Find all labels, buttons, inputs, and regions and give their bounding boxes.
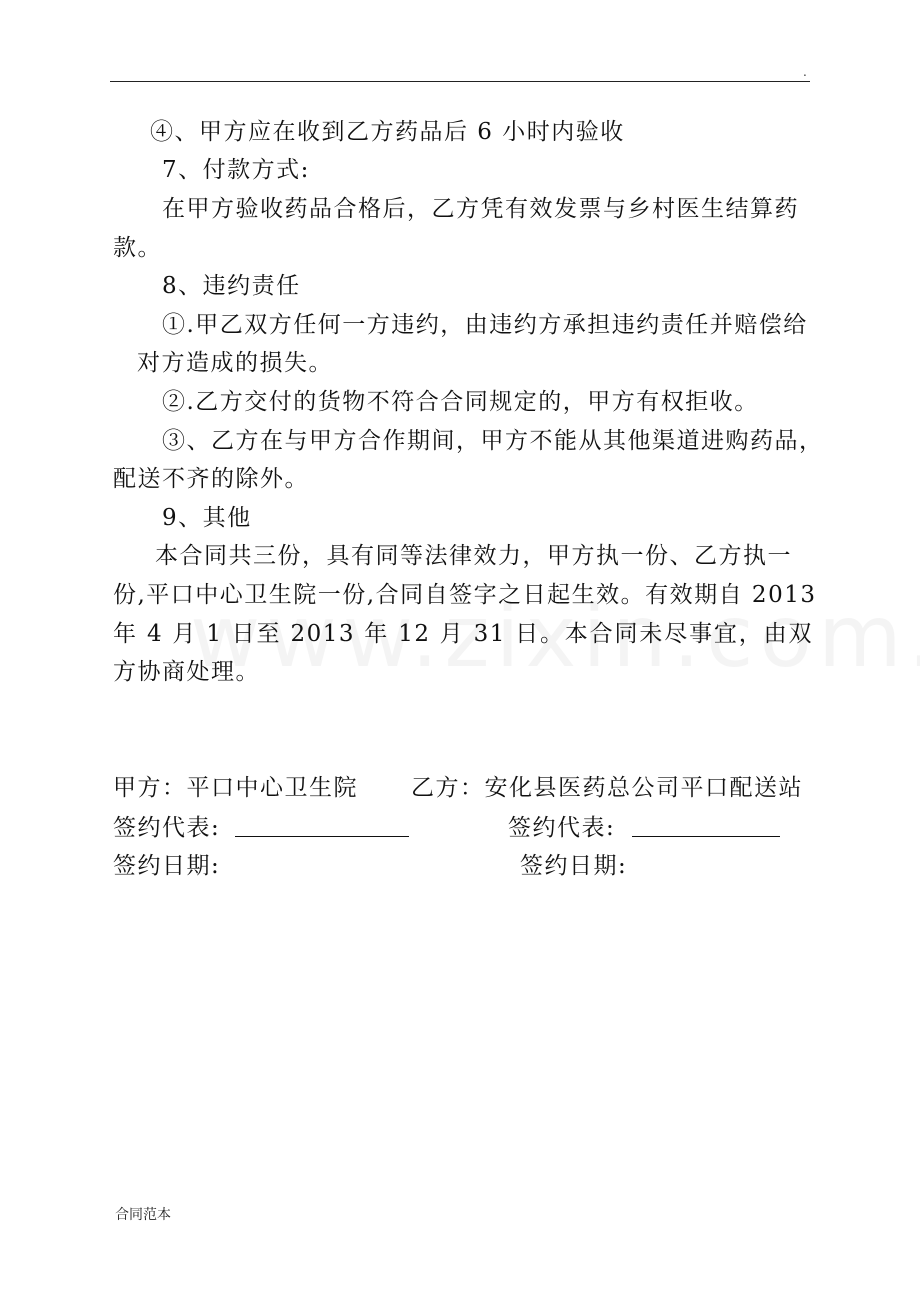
section-9-heading: 9、其他 — [162, 505, 252, 531]
footer-label: 合同范本 — [115, 1207, 171, 1223]
section-8-heading: 8、违约责任 — [162, 273, 301, 299]
section-8-item-3-line-1: ③、乙方在与甲方合作期间，甲方不能从其他渠道进购药品， — [162, 428, 824, 454]
section-8-item-3-line-2: 配送不齐的除外。 — [113, 466, 309, 492]
section-9-text-line-4: 方协商处理。 — [113, 659, 260, 685]
party-b-name: 乙方：安化县医药总公司平口配送站 — [411, 775, 803, 801]
section-8-item-1-line-2: 对方造成的损失。 — [137, 350, 333, 376]
section-7-text-line-1: 在甲方验收药品合格后，乙方凭有效发票与乡村医生结算药 — [162, 196, 799, 222]
section-9-text-line-1: 本合同共三份，具有同等法律效力，甲方执一份、乙方执一 — [155, 543, 792, 569]
section-7-text-line-2: 款。 — [113, 235, 162, 261]
header-dot: . — [803, 65, 807, 79]
party-a-representative-label: 签约代表: — [113, 815, 221, 841]
party-b-representative-label: 签约代表: — [508, 815, 616, 841]
section-8-item-1-line-1: ①.甲乙双方任何一方违约，由违约方承担违约责任并赔偿给 — [162, 312, 808, 338]
party-b-representative-blank[interactable] — [632, 836, 780, 837]
party-a-date-label: 签约日期: — [113, 853, 221, 879]
clause-6-item-4: ④、甲方应在收到乙方药品后 6 小时内验收 — [150, 119, 625, 145]
section-7-heading: 7、付款方式: — [162, 157, 310, 183]
section-9-text-line-2: 份,平口中心卫生院一份,合同自签字之日起生效。有效期自 2013 — [113, 582, 817, 608]
party-a-representative-blank[interactable] — [235, 836, 409, 837]
party-b-date-label: 签约日期: — [520, 853, 628, 879]
section-9-text-line-3: 年 4 月 1 日至 2013 年 12 月 31 日。本合同未尽事宜，由双 — [113, 621, 813, 647]
party-a-name: 甲方：平口中心卫生院 — [113, 775, 358, 801]
section-8-item-2: ②.乙方交付的货物不符合合同规定的，甲方有权拒收。 — [162, 389, 759, 415]
header-rule — [110, 81, 810, 82]
